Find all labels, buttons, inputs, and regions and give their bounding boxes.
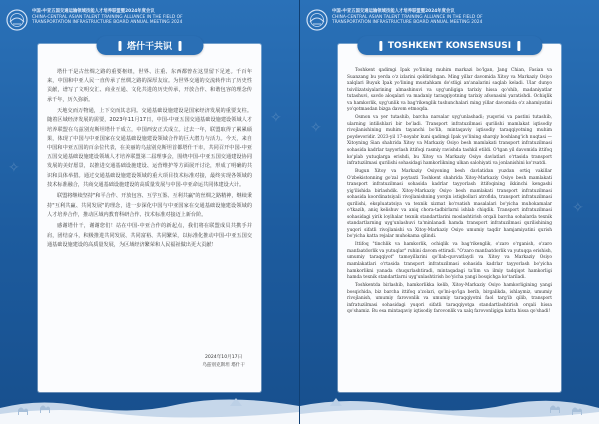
header-title-en-1: CHINA-CENTRAL ASIAN TALENT TRAINING ALLIANCE IN THE FIELD OF [332, 14, 483, 20]
header-title-en-1: CHINA-CENTRAL ASIAN TALENT TRAINING ALLIANCE IN THE FIELD OF [32, 14, 183, 20]
alliance-logo-icon [306, 9, 328, 31]
title-bar-right [517, 41, 520, 51]
consensus-card-uz [338, 40, 561, 392]
card-body-uz [347, 68, 552, 317]
paragraph: 感谢塔什干，谢谢您们！站在中国-中亚合作的新起点，我们将在联盟成员共携手并肩，团结奋斗，积极推进共同发展、共同富裕、共同繁荣，以标准化推动中国-中亚五国交通基础设施建设的高质量发展，为区域经济繁荣和人民福祉做出更大贡献！ [47, 223, 252, 248]
alliance-logo-icon [6, 9, 28, 31]
star-decoration: ✧ [270, 110, 282, 126]
page-header [6, 6, 293, 36]
paragraph: 联盟将继续坚持"和平合作、开放包容、互学互鉴、互利共赢"的丝绸之路精神，继续秉持"互利共赢、共同发展"的理念，进一步深化中国与中亚国家在交通基础设施建设领域的人才培养合作，推动区域内教育科研合作、技术标准对接迈上新台阶。 [47, 193, 252, 218]
paragraph: 天地交而万物通，上下交而其志同。交通基础设施建设是国家经济发展的重要支柱。随着区域经济发展的需要，2023年11月17日，中国-中亚五国交通基础设施建设领域人才培养联盟在乌兹别克斯坦塔什干成立，中国西安正式成立。过去一年，联盟取得了累累硕果，体现了中国与中亚国家在交通基础设施建设领域合作的巨大潜力与活力。今天，来自中国和中亚五国的百余位代表，在美丽的乌兹别克斯坦首都塔什干市，共同召开中国-中亚五国交通基础设施建设领域人才培养联盟第二届理事会，围绕中国-中亚五国交通建设协同发展的美好愿景，以推进交通基础设施建设、运营维护等方面展开讨论，形成了明确的共识和具体举措。通过交通基础设施建设领域的重大项目技术标准对接，最终实现各领域的技术标准融合，共商交通基础设施建设的高质量发展与中国-中亚命运共同体建设大计。 [47, 108, 252, 188]
paragraph: Toshkent qadimgi Ipak yo'lining muhim markazi bo'lgan, Jang Chian, Fasian va Suanzang bu yerda o'z izlarini qoldirishgan. Ming yillar davomida Xitoy va Markaziy Osiyo xalqlari Buyuk Ipak yo'lining mustahkam do'stligi an'analarini saqlab keladi. Ular dunyo tsivilizatsiyalarining almashinuvi va uyg'unligiga tarixiy hissa qo'shib, madaniyatlar tutashuvi, savdo aloqalari va madaniy taraqqiyotning tarixiy afsonasini yaratishdi. Ochiqlik va hamkorlik, uyg'unlik va bag'rikenglik tushunchalari ming yillar davomida o'z ahamiyatini yo'qotmasdan bizga davom etmoqda. [347, 68, 552, 113]
card-title-text: 塔什干共识 [126, 42, 173, 52]
paragraph: Ittifoq "tinchlik va hamkorlik, ochiqlik va bag'rikenglik, o'zaro o'rganish, o'zaro manfaatdorlik va yutuqlar" ruhini davom ettiradi. "O'zaro manfaatdorlik va yutuqqa erishish, umumiy taraqqiyot" tamoyillarini qo'llab-quvvatlaydi va Xitoy va Markaziy Osiyo mamlakatlari o'rtasida transport infratuzilmasi sohasida kadrlar tayyorlash bo'yicha hamkorlikni yanada chuqurlashtiradi, mintaqadagi ta'lim va ilmiy tadqiqot hamkorligi hamda texnik standartlarni uyg'unlashtirish bo'yicha yangi bosqichga ko'tariladi. [347, 242, 552, 281]
caravan-landscape-decoration [300, 384, 599, 424]
header-title-cn: 中国-中亚五国交通运输领域技能人才培养联盟暨2024年度会议 [32, 9, 155, 14]
paragraph: Toshkentda birlashib, hamkorlikka kelib, Xitoy-Markaziy Osiyo hamkorligining yangi bosqichida, biz barcha ittifoq a'zolari, qo'lni-qo'lga berib, birgalikda, ishlaymiz, umumiy rivojlanish, umumiy farovonlik va umumiy taraqqiyotni faol targ'ib qilib, transport infratuzilmasi sohasidagi yuqori sifatli taraqqiyotga standartlashtirish orqali hissa qo'shamiz. Bu esa mintaqaviy iqtisodiy farovonlik va xalq farovonligiga katta hissa qo'shadi! [347, 283, 552, 315]
sign-date: 2024年10月17日 [205, 355, 243, 360]
header-title-en-2: TRANSPORTATION INFRASTRUCTURE BOARD ANNUAL MEETING 2024 [332, 20, 483, 26]
card-title-text: TOSHKENT KONSENSUSI [387, 40, 512, 51]
title-bar-right [178, 41, 181, 51]
star-decoration: ✧ [310, 120, 322, 136]
star-decoration: ✧ [572, 200, 584, 216]
star-decoration: ✧ [8, 160, 20, 176]
paragraph: Osmon va yer tutashib, barcha narsalar uyg'unlashadi; yuqorisi va pastini tutashib, ularning intilishlari bir bo'ladi. Transport infratuzilmasi qurilishi mamlakat iqtisodiy rivojlanishining muhim tayanchi bo'lib, mintaqaviy iqtisodiy taraqqiyotning muhim poydevoridir. 2023-yil 17-noyabr kuni qadimgi Ipak yo'lining sharqiy boshlang'ich nuqtasi — Xitoyning Sian shahrida Xitoy va Markaziy Osiyo besh mamlakati transport infratuzilmasi sohasida kadrlar tayyorlash ittifoqi rasmiy ravishda tashkil etildi. O'tgan yil davomida ittifoq ko'plab yutuqlarga erishdi, bu Xitoy va Markaziy Osiyo davlatlari o'rtasida transport infratuzilmasi qurilishi sohasidagi hamkorlikning ulkan salohiyati va jonlanishini ko'rsatdi. [347, 115, 552, 167]
right-page [300, 0, 599, 424]
title-bar-left [379, 41, 382, 51]
consensus-card-cn [38, 44, 261, 392]
paragraph: 塔什干是古丝绸之路的重要枢纽，世界、注重、东西都曾在这里留下足迹。千百年来，中国和中亚人民一直传承了丝绸之路的深厚友谊。为世界交通的交流转作出了历史性贡献，谱写了文明交汇、商业互通、文化共进的历史传承，开放合作、和谐包容的理念传承千年，历久弥新。 [47, 69, 252, 103]
signature-block [202, 354, 245, 370]
header-title-cn: 中国-中亚五国交通运输领域技能人才培养联盟暨2024年度会议 [332, 9, 455, 14]
caravan-landscape-decoration [0, 384, 299, 424]
header-title-en-2: TRANSPORTATION INFRASTRUCTURE BOARD ANNUAL MEETING 2024 [32, 20, 183, 26]
card-title-uz [357, 36, 542, 55]
card-title-cn [96, 36, 203, 55]
page-header [306, 6, 593, 36]
card-body-cn [47, 68, 252, 252]
paragraph: Bugun Xitoy va Markaziy Osiyoning besh davlatidan yuzdan ortiq vakillar O'zbekistonning go'zal poytaxti Toshkent shahrida Xitoy-Markaziy Osiyo besh mamlakati transport infratuzilmasi sohasida kadrlar tayyorlash ittifoqining ikkinchi kengashi yig'ilishida birlashdik. Xitoy-Markaziy Osiyo besh mamlakati transport infratuzilmasi sohasida koordinatsiyali rivojlanishning yorqin istiqbollari atrofida, transport infratuzilmasi qurilishi, ekspluatatsiya va texnik xizmat ko'rsatish masalalari bo'yicha muhokamalar o'tkazib, aniq kelishuv va aniq chora-tadbirlarni ishlab chiqdik. Transport infratuzilmasi sohasidagi yirik loyihalar texnik standartlarini moslashtirish orqali barcha sohalarda texnik standartlarning uyg'unlashuvi ta'minlanadi hamda transport infratuzilmasi qurilishining yuqori sifatli rivojlanishi va Xitoy-Markaziy Osiyo umumiy taqdir hamjamiyatini qurish bo'yicha katta rejalar muhokama qilindi. [347, 168, 552, 240]
sign-place: 乌兹别克斯坦 塔什干 [202, 363, 245, 368]
title-bar-left [118, 41, 121, 51]
